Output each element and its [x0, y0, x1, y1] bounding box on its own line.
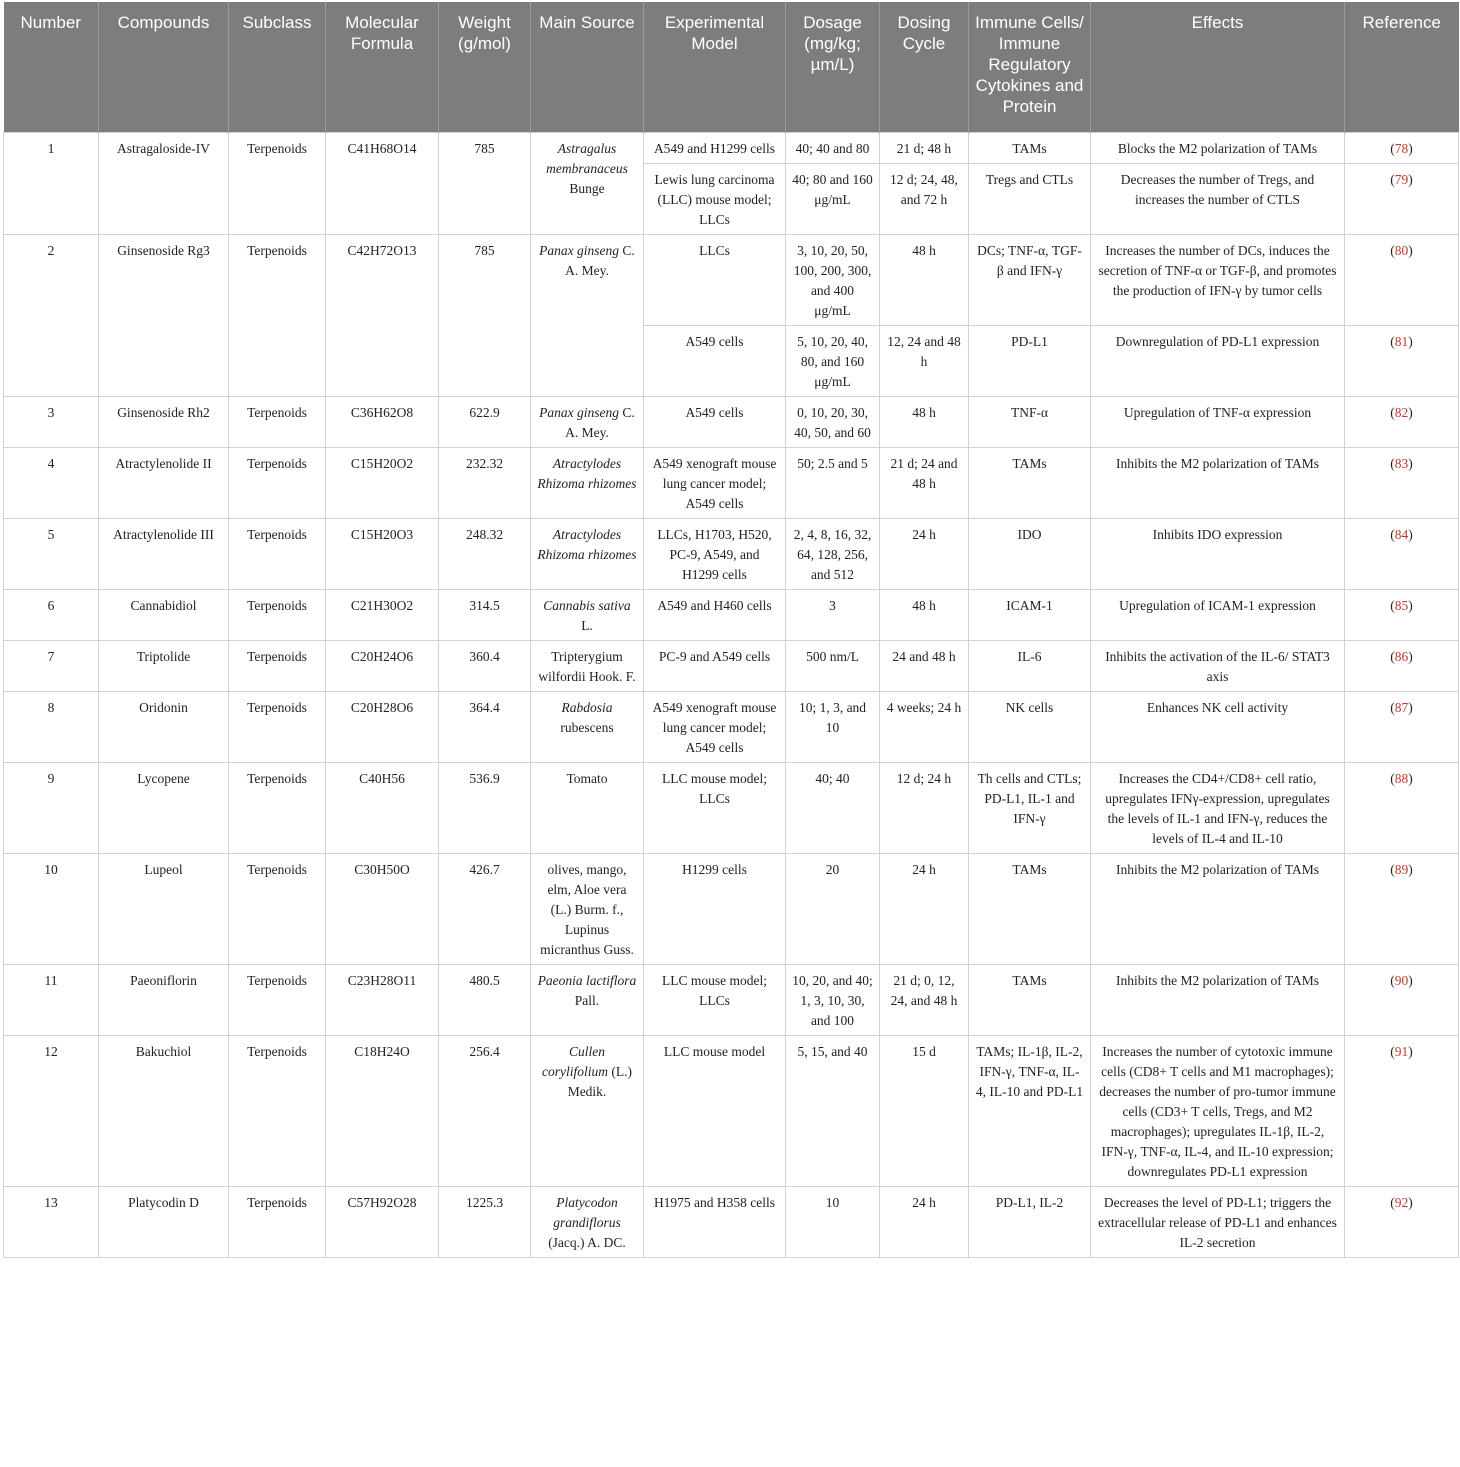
cell-weight: 256.4	[439, 1035, 531, 1186]
cell-effects: Upregulation of ICAM-1 expression	[1091, 589, 1345, 640]
cell-main-source	[531, 762, 644, 853]
cell-reference: (90)	[1345, 964, 1459, 1035]
source-species: Atractylodes Rhizoma rhizomes	[537, 455, 637, 491]
cell-number: 3	[4, 396, 99, 447]
cell-effects: Inhibits IDO expression	[1091, 518, 1345, 589]
cell-dosing-cycle: 15 d	[880, 1035, 969, 1186]
cell-subclass: Terpenoids	[229, 447, 326, 518]
column-header-number: Number	[4, 2, 99, 132]
table-row	[4, 132, 1459, 163]
reference-link[interactable]: 82	[1394, 404, 1409, 420]
source-authority: L.	[581, 617, 593, 633]
cell-experimental-model: LLC mouse model	[644, 1035, 786, 1186]
table-row	[4, 234, 1459, 325]
cell-experimental-model: A549 xenograft mouse lung cancer model; A549 cells	[644, 447, 786, 518]
source-authority: olives, mango, elm, Aloe vera (L.) Burm. f., Lupinus micranthus Guss.	[540, 861, 634, 957]
cell-compound: Ginsenoside Rh2	[99, 396, 229, 447]
cell-effects: Inhibits the M2 polarization of TAMs	[1091, 964, 1345, 1035]
cell-subclass: Terpenoids	[229, 762, 326, 853]
reference-link[interactable]: 86	[1394, 648, 1409, 664]
column-header-compounds: Compounds	[99, 2, 229, 132]
reference-link[interactable]: 85	[1394, 597, 1409, 613]
cell-immune: TNF-α	[969, 396, 1091, 447]
cell-weight: 622.9	[439, 396, 531, 447]
source-species: Panax ginseng	[539, 242, 620, 258]
cell-compound: Lycopene	[99, 762, 229, 853]
source-species: Atractylodes Rhizoma rhizomes	[537, 526, 637, 562]
cell-immune: ICAM-1	[969, 589, 1091, 640]
cell-dosage: 10, 20, and 40; 1, 3, 10, 30, and 100	[786, 964, 880, 1035]
reference-link[interactable]: 78	[1394, 140, 1409, 156]
cell-subclass: Terpenoids	[229, 234, 326, 396]
cell-subclass: Terpenoids	[229, 589, 326, 640]
cell-dosage: 10	[786, 1186, 880, 1257]
source-authority: C. A. Mey.	[565, 242, 635, 278]
column-header-main-source: Main Source	[531, 2, 644, 132]
cell-number: 11	[4, 964, 99, 1035]
source-authority: rubescens	[560, 719, 614, 735]
cell-compound: Cannabidiol	[99, 589, 229, 640]
table-row	[4, 396, 1459, 447]
cell-number: 1	[4, 132, 99, 234]
cell-formula: C15H20O2	[326, 447, 439, 518]
cell-weight: 480.5	[439, 964, 531, 1035]
cell-immune: DCs; TNF-α, TGF-β and IFN-γ	[969, 234, 1091, 325]
cell-weight: 785	[439, 132, 531, 234]
table-row	[4, 964, 1459, 1035]
cell-subclass: Terpenoids	[229, 1186, 326, 1257]
cell-number: 10	[4, 853, 99, 964]
cell-main-source	[531, 640, 644, 691]
cell-subclass: Terpenoids	[229, 396, 326, 447]
cell-dosage: 2, 4, 8, 16, 32, 64, 128, 256, and 512	[786, 518, 880, 589]
cell-number: 5	[4, 518, 99, 589]
cell-dosing-cycle: 48 h	[880, 396, 969, 447]
cell-effects: Increases the number of cytotoxic immune cells (CD8+ T cells and M1 macrophages); decreases the number of pro-tumor immune cells (CD3+ T cells, Tregs, and M2 macrophages); upregulates IL-1β, IL-2, IFN-γ, TNF-α, IL-4, and IL-10 expression; downregulates PD-L1 expression	[1091, 1035, 1345, 1186]
cell-formula: C23H28O11	[326, 964, 439, 1035]
cell-reference: (85)	[1345, 589, 1459, 640]
cell-dosing-cycle: 24 h	[880, 1186, 969, 1257]
cell-dosage: 20	[786, 853, 880, 964]
cell-weight: 426.7	[439, 853, 531, 964]
cell-experimental-model: LLC mouse model; LLCs	[644, 964, 786, 1035]
cell-subclass: Terpenoids	[229, 1035, 326, 1186]
cell-compound: Atractylenolide III	[99, 518, 229, 589]
cell-dosage: 10; 1, 3, and 10	[786, 691, 880, 762]
table-row	[4, 1186, 1459, 1257]
cell-weight: 360.4	[439, 640, 531, 691]
cell-weight: 314.5	[439, 589, 531, 640]
column-header-molecular-formula: Molecular Formula	[326, 2, 439, 132]
source-species: Panax ginseng	[539, 404, 620, 420]
cell-immune: TAMs; IL-1β, IL-2, IFN-γ, TNF-α, IL-4, IL-10 and PD-L1	[969, 1035, 1091, 1186]
cell-experimental-model: H1975 and H358 cells	[644, 1186, 786, 1257]
cell-compound: Platycodin D	[99, 1186, 229, 1257]
cell-main-source	[531, 518, 644, 589]
cell-formula: C42H72O13	[326, 234, 439, 396]
cell-immune: PD-L1	[969, 325, 1091, 396]
cell-dosing-cycle: 21 d; 48 h	[880, 132, 969, 163]
cell-experimental-model: PC-9 and A549 cells	[644, 640, 786, 691]
cell-compound: Triptolide	[99, 640, 229, 691]
cell-compound: Oridonin	[99, 691, 229, 762]
cell-reference: (79)	[1345, 163, 1459, 234]
cell-formula: C41H68O14	[326, 132, 439, 234]
reference-link[interactable]: 81	[1394, 333, 1409, 349]
source-authority: Bunge	[569, 180, 605, 196]
cell-compound: Bakuchiol	[99, 1035, 229, 1186]
cell-main-source	[531, 691, 644, 762]
cell-immune: TAMs	[969, 132, 1091, 163]
cell-subclass: Terpenoids	[229, 853, 326, 964]
cell-weight: 232.32	[439, 447, 531, 518]
source-species: Astragalus membranaceus	[546, 140, 628, 176]
cell-formula: C40H56	[326, 762, 439, 853]
cell-effects: Inhibits the activation of the IL-6/ STAT3 axis	[1091, 640, 1345, 691]
cell-dosing-cycle: 48 h	[880, 589, 969, 640]
cell-effects: Inhibits the M2 polarization of TAMs	[1091, 853, 1345, 964]
cell-immune: NK cells	[969, 691, 1091, 762]
cell-dosage: 40; 80 and 160 μg/mL	[786, 163, 880, 234]
cell-dosage: 3	[786, 589, 880, 640]
source-authority: (Jacq.) A. DC.	[548, 1234, 626, 1250]
cell-formula: C36H62O8	[326, 396, 439, 447]
source-authority: Tomato	[566, 770, 608, 786]
cell-weight: 248.32	[439, 518, 531, 589]
cell-reference: (89)	[1345, 853, 1459, 964]
cell-effects: Downregulation of PD-L1 expression	[1091, 325, 1345, 396]
cell-experimental-model: LLCs	[644, 234, 786, 325]
cell-immune: TAMs	[969, 447, 1091, 518]
table-row	[4, 853, 1459, 964]
cell-weight: 1225.3	[439, 1186, 531, 1257]
source-species: Platycodon grandiflorus	[553, 1194, 621, 1230]
cell-reference: (92)	[1345, 1186, 1459, 1257]
cell-dosing-cycle: 24 and 48 h	[880, 640, 969, 691]
cell-main-source	[531, 1035, 644, 1186]
column-header-dosage: Dosage (mg/kg; µm/L)	[786, 2, 880, 132]
cell-main-source	[531, 964, 644, 1035]
cell-compound: Paeoniflorin	[99, 964, 229, 1035]
table-row	[4, 518, 1459, 589]
cell-formula: C57H92O28	[326, 1186, 439, 1257]
reference-link[interactable]: 79	[1394, 171, 1409, 187]
cell-main-source	[531, 447, 644, 518]
cell-immune: IDO	[969, 518, 1091, 589]
cell-main-source	[531, 853, 644, 964]
cell-number: 7	[4, 640, 99, 691]
cell-effects: Decreases the number of Tregs, and increases the number of CTLS	[1091, 163, 1345, 234]
cell-experimental-model: A549 cells	[644, 396, 786, 447]
table-row	[4, 762, 1459, 853]
cell-dosing-cycle: 24 h	[880, 853, 969, 964]
cell-subclass: Terpenoids	[229, 518, 326, 589]
column-header-weight: Weight (g/mol)	[439, 2, 531, 132]
cell-dosing-cycle: 12, 24 and 48 h	[880, 325, 969, 396]
cell-reference: (81)	[1345, 325, 1459, 396]
cell-number: 12	[4, 1035, 99, 1186]
column-header-immune-cells: Immune Cells/ Immune Regulatory Cytokines and Protein	[969, 2, 1091, 132]
reference-link[interactable]: 83	[1394, 455, 1409, 471]
cell-main-source	[531, 132, 644, 234]
table-row	[4, 1035, 1459, 1186]
cell-dosing-cycle: 12 d; 24, 48, and 72 h	[880, 163, 969, 234]
cell-reference: (86)	[1345, 640, 1459, 691]
cell-number: 6	[4, 589, 99, 640]
cell-compound: Astragaloside-IV	[99, 132, 229, 234]
table-row	[4, 691, 1459, 762]
cell-reference: (88)	[1345, 762, 1459, 853]
column-header-subclass: Subclass	[229, 2, 326, 132]
cell-formula: C21H30O2	[326, 589, 439, 640]
reference-link[interactable]: 92	[1394, 1194, 1409, 1210]
cell-reference: (78)	[1345, 132, 1459, 163]
header-row	[4, 2, 1459, 132]
reference-link[interactable]: 88	[1394, 770, 1409, 786]
cell-formula: C20H24O6	[326, 640, 439, 691]
source-authority: C. A. Mey.	[565, 404, 635, 440]
cell-experimental-model: H1299 cells	[644, 853, 786, 964]
table-row	[4, 447, 1459, 518]
table-body	[4, 132, 1459, 1257]
cell-main-source	[531, 396, 644, 447]
source-authority: Tripterygium wilfordii Hook. F.	[538, 648, 636, 684]
column-header-effects: Effects	[1091, 2, 1345, 132]
source-species: Cannabis sativa	[543, 597, 631, 613]
table-row	[4, 589, 1459, 640]
cell-experimental-model: Lewis lung carcinoma (LLC) mouse model; LLCs	[644, 163, 786, 234]
cell-immune: IL-6	[969, 640, 1091, 691]
cell-reference: (80)	[1345, 234, 1459, 325]
cell-weight: 785	[439, 234, 531, 396]
cell-experimental-model: A549 cells	[644, 325, 786, 396]
cell-dosage: 40; 40	[786, 762, 880, 853]
cell-dosage: 500 nm/L	[786, 640, 880, 691]
cell-reference: (83)	[1345, 447, 1459, 518]
column-header-experimental-model: Experimental Model	[644, 2, 786, 132]
cell-experimental-model: A549 and H460 cells	[644, 589, 786, 640]
source-authority: Pall.	[574, 992, 600, 1008]
cell-experimental-model: LLC mouse model; LLCs	[644, 762, 786, 853]
cell-formula: C20H28O6	[326, 691, 439, 762]
cell-immune: TAMs	[969, 853, 1091, 964]
cell-dosing-cycle: 21 d; 0, 12, 24, and 48 h	[880, 964, 969, 1035]
cell-subclass: Terpenoids	[229, 964, 326, 1035]
source-species: Paeonia lactiflora	[537, 972, 637, 988]
reference-link[interactable]: 87	[1394, 699, 1409, 715]
cell-formula: C15H20O3	[326, 518, 439, 589]
cell-formula: C18H24O	[326, 1035, 439, 1186]
cell-dosing-cycle: 21 d; 24 and 48 h	[880, 447, 969, 518]
source-authority: (L.) Medik.	[567, 1063, 632, 1099]
cell-dosing-cycle: 48 h	[880, 234, 969, 325]
cell-number: 9	[4, 762, 99, 853]
compounds-table	[3, 2, 1459, 1258]
cell-reference: (82)	[1345, 396, 1459, 447]
cell-effects: Blocks the M2 polarization of TAMs	[1091, 132, 1345, 163]
cell-subclass: Terpenoids	[229, 691, 326, 762]
cell-experimental-model: A549 and H1299 cells	[644, 132, 786, 163]
cell-formula: C30H50O	[326, 853, 439, 964]
cell-weight: 536.9	[439, 762, 531, 853]
cell-immune: Tregs and CTLs	[969, 163, 1091, 234]
cell-main-source	[531, 1186, 644, 1257]
reference-link[interactable]: 80	[1394, 242, 1409, 258]
source-species: Rabdosia	[561, 699, 613, 715]
cell-main-source	[531, 589, 644, 640]
cell-subclass: Terpenoids	[229, 132, 326, 234]
cell-dosage: 5, 10, 20, 40, 80, and 160 μg/mL	[786, 325, 880, 396]
cell-immune: Th cells and CTLs; PD-L1, IL-1 and IFN-γ	[969, 762, 1091, 853]
cell-experimental-model: LLCs, H1703, H520, PC-9, A549, and H1299 cells	[644, 518, 786, 589]
cell-subclass: Terpenoids	[229, 640, 326, 691]
reference-link[interactable]: 89	[1394, 861, 1409, 877]
reference-link[interactable]: 84	[1394, 526, 1409, 542]
cell-dosage: 40; 40 and 80	[786, 132, 880, 163]
table-row	[4, 640, 1459, 691]
cell-reference: (91)	[1345, 1035, 1459, 1186]
cell-effects: Decreases the level of PD-L1; triggers the extracellular release of PD-L1 and enhances IL-2 secretion	[1091, 1186, 1345, 1257]
column-header-dosing-cycle: Dosing Cycle	[880, 2, 969, 132]
cell-dosage: 0, 10, 20, 30, 40, 50, and 60	[786, 396, 880, 447]
cell-compound: Atractylenolide II	[99, 447, 229, 518]
cell-dosage: 50; 2.5 and 5	[786, 447, 880, 518]
table-header	[4, 2, 1459, 132]
cell-dosage: 3, 10, 20, 50, 100, 200, 300, and 400 μg/mL	[786, 234, 880, 325]
cell-compound: Ginsenoside Rg3	[99, 234, 229, 396]
cell-dosage: 5, 15, and 40	[786, 1035, 880, 1186]
cell-number: 13	[4, 1186, 99, 1257]
source-species: Cullen corylifolium	[542, 1043, 608, 1079]
cell-reference: (87)	[1345, 691, 1459, 762]
cell-main-source	[531, 234, 644, 396]
cell-number: 8	[4, 691, 99, 762]
cell-number: 4	[4, 447, 99, 518]
cell-number: 2	[4, 234, 99, 396]
cell-reference: (84)	[1345, 518, 1459, 589]
cell-effects: Upregulation of TNF-α expression	[1091, 396, 1345, 447]
cell-effects: Increases the number of DCs, induces the secretion of TNF-α or TGF-β, and promotes the production of IFN-γ by tumor cells	[1091, 234, 1345, 325]
cell-effects: Increases the CD4+/CD8+ cell ratio, upregulates IFNγ-expression, upregulates the levels of IL-1 and IFN-γ, reduces the levels of IL-4 and IL-10	[1091, 762, 1345, 853]
reference-link[interactable]: 91	[1394, 1043, 1409, 1059]
cell-dosing-cycle: 12 d; 24 h	[880, 762, 969, 853]
reference-link[interactable]: 90	[1394, 972, 1409, 988]
cell-compound: Lupeol	[99, 853, 229, 964]
column-header-reference: Reference	[1345, 2, 1459, 132]
cell-effects: Enhances NK cell activity	[1091, 691, 1345, 762]
cell-dosing-cycle: 24 h	[880, 518, 969, 589]
cell-experimental-model: A549 xenograft mouse lung cancer model; A549 cells	[644, 691, 786, 762]
cell-immune: TAMs	[969, 964, 1091, 1035]
cell-dosing-cycle: 4 weeks; 24 h	[880, 691, 969, 762]
cell-immune: PD-L1, IL-2	[969, 1186, 1091, 1257]
cell-weight: 364.4	[439, 691, 531, 762]
cell-effects: Inhibits the M2 polarization of TAMs	[1091, 447, 1345, 518]
